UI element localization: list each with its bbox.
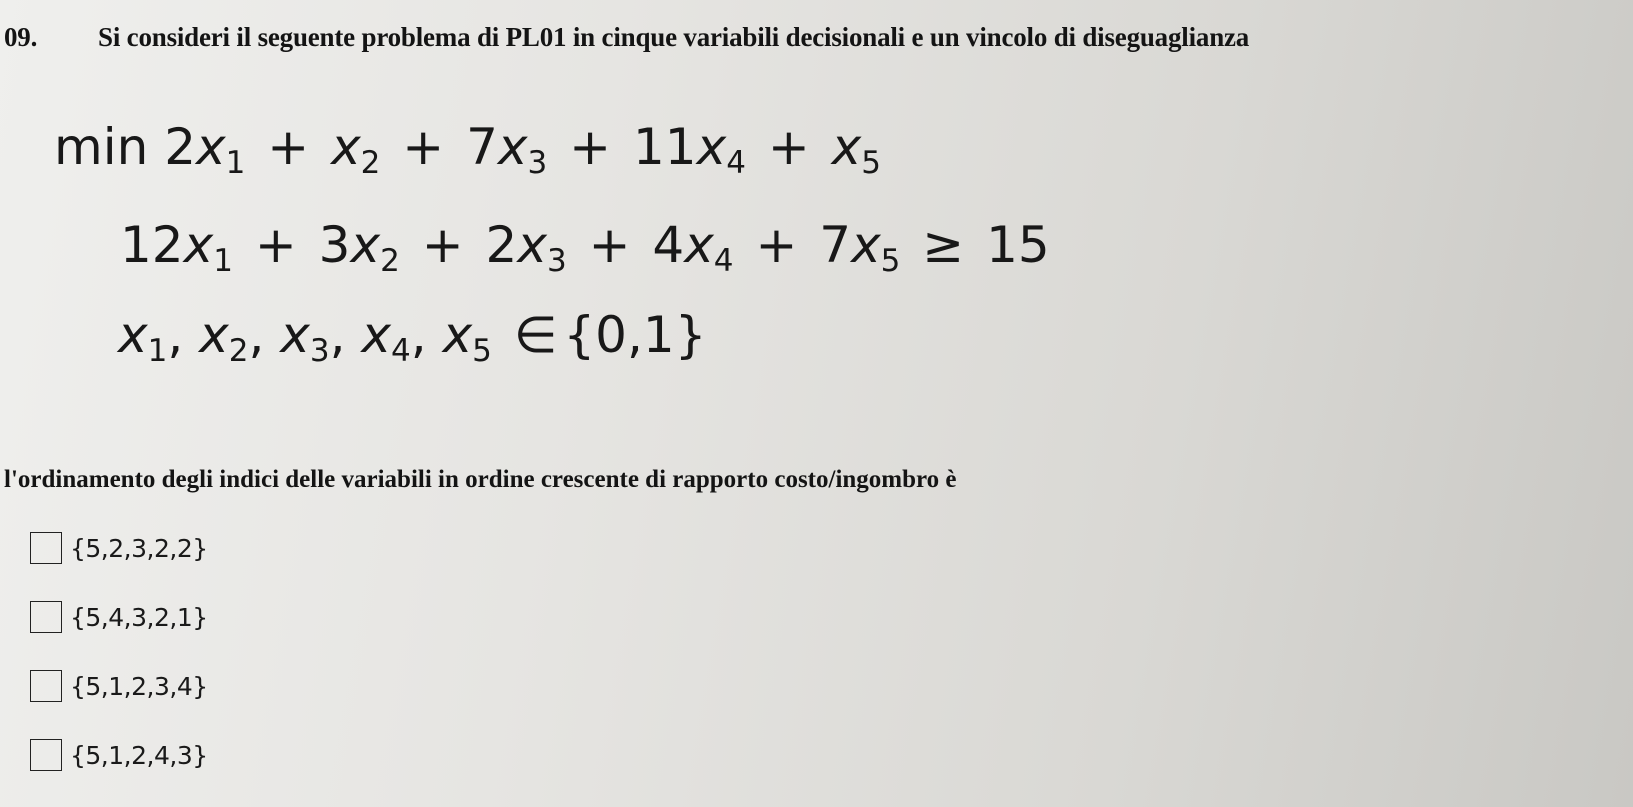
constraint-sub-2: 2 [380,243,400,279]
objective-var-3: x [497,118,528,176]
question-prompt: l'ordinamento degli indici delle variabili in ordine crescente di rapporto costo/ingombro è [4,466,957,493]
answer-checkbox-2[interactable] [30,601,62,633]
answer-option-4[interactable] [30,739,208,771]
constraint-coef-3: 2 [485,216,518,274]
element-of-sign: ∈ [513,306,558,364]
constraint-rhs: 15 [986,216,1050,274]
objective-sub-5: 5 [861,145,881,181]
constraint-sub-1: 1 [213,243,233,279]
answer-checkbox-3[interactable] [30,670,62,702]
binary-set: {0,1} [563,306,707,364]
comma: , [329,306,346,364]
constraint-var-3: x [517,216,547,274]
objective-function [54,118,881,181]
constraint-coef-5: 7 [819,216,852,274]
domain-var-2: x [199,306,229,364]
answer-label-4: {5,1,2,4,3} [70,740,208,770]
question-header [4,22,1504,53]
objective-var-2: x [331,118,361,176]
plus-sign: + [755,216,798,274]
answer-label-3: {5,1,2,3,4} [70,671,208,701]
comma: , [410,306,427,364]
comma: , [167,306,184,364]
answer-label-1: {5,2,3,2,2} [70,533,208,563]
objective-coef-4: 11 [632,118,697,176]
objective-var-1: x [196,118,226,176]
domain-var-4: x [361,306,392,364]
answer-checkbox-4[interactable] [30,739,62,771]
answer-option-2[interactable] [30,601,208,633]
answer-option-3[interactable] [30,670,208,702]
objective-sub-2: 2 [360,145,381,181]
objective-var-4: x [696,118,727,176]
constraint-sub-4: 4 [713,243,734,279]
domain-sub-2: 2 [228,333,249,369]
plus-sign: + [421,216,464,274]
plus-sign: + [569,118,612,176]
constraint-var-2: x [350,216,381,274]
answer-label-2: {5,4,3,2,1} [70,602,208,632]
question-text: Si consideri il seguente problema di PL01 in cinque variabili decisionali e un vincolo di diseguaglianza [98,22,1250,52]
binary-domain-constraint [118,306,707,369]
domain-var-5: x [442,306,473,364]
min-operator: min [54,118,149,176]
plus-sign: + [267,118,310,176]
domain-sub-5: 5 [472,333,492,369]
plus-sign: + [588,216,631,274]
answer-checkbox-1[interactable] [30,532,62,564]
objective-coef-3: 7 [466,118,498,176]
constraint-coef-4: 4 [652,216,685,274]
objective-coef-1: 2 [164,118,197,176]
domain-sub-1: 1 [147,333,168,369]
domain-sub-3: 3 [309,333,330,369]
objective-sub-3: 3 [527,145,548,181]
constraint-var-5: x [851,216,881,274]
domain-var-3: x [280,306,310,364]
constraint-var-4: x [684,216,714,274]
domain-sub-4: 4 [391,333,411,369]
constraint-sub-3: 3 [546,243,567,279]
comma: , [248,306,265,364]
constraint-sub-5: 5 [880,243,901,279]
answer-option-1[interactable] [30,532,208,564]
objective-var-5: x [831,118,862,176]
constraint-var-1: x [183,216,214,274]
plus-sign: + [767,118,810,176]
constraint-coef-1: 12 [120,216,184,274]
plus-sign: + [402,118,445,176]
question-number: 09. [4,22,38,52]
inequality-constraint [120,216,1050,279]
objective-sub-1: 1 [225,145,246,181]
domain-var-1: x [118,306,148,364]
plus-sign: + [254,216,297,274]
constraint-coef-2: 3 [318,216,351,274]
objective-sub-4: 4 [726,145,746,181]
greater-equal-sign: ≥ [922,216,965,274]
